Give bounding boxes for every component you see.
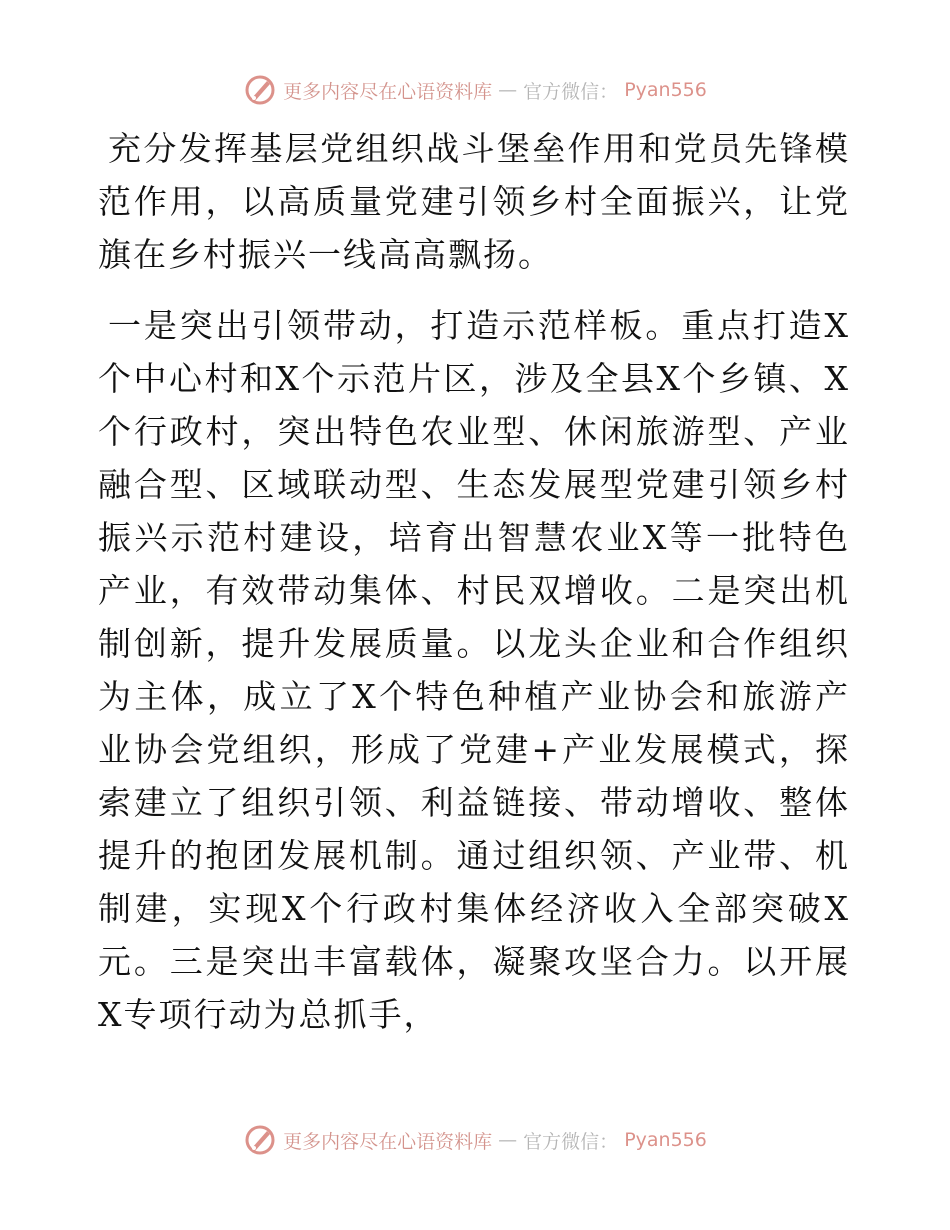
pen-in-circle-icon — [243, 73, 277, 107]
footer-watermark — [0, 1120, 950, 1160]
watermark-separator: — — [498, 1129, 518, 1151]
watermark-wechat-id: Pyan556 — [624, 79, 707, 101]
pen-in-circle-icon — [243, 1123, 277, 1157]
watermark-separator: — — [498, 79, 518, 101]
watermark-wechat-label: 官方微信： — [523, 1130, 619, 1153]
watermark-wechat-id: Pyan556 — [624, 1129, 707, 1151]
paragraph-intro: 充分发挥基层党组织战斗堡垒作用和党员先锋模范作用，以高质量党建引领乡村全面振兴，让党旗在乡村振兴一线高高飘扬。 — [98, 129, 850, 274]
watermark-wechat-label: 官方微信： — [523, 80, 619, 103]
paragraph-measures: 一是突出引领带动，打造示范样板。重点打造X个中心村和X个示范片区，涉及全县X个乡镇、X个行政村，突出特色农业型、休闲旅游型、产业融合型、区域联动型、生态发展型党建引领乡村振兴示范村建设，培育出智慧农业X等一批特色产业，有效带动集体、村民双增收。二是突出机制创新，提升发展质量。以龙头企业和合作组织为主体，成立了X个特色种植产业协会和旅游产业协会党组织，形成了党建+产业发展模式，探索建立了组织引领、利益链接、带动增收、整体提升的抱团发展机制。通过组织领、产业带、机制建，实现X个行政村集体经济收入全部突破X元。三是突出丰富载体，凝聚攻坚合力。以开展X专项行动为总抓手， — [98, 306, 850, 1034]
watermark-title: 更多内容尽在心语资料库 — [283, 80, 493, 103]
document-body — [98, 122, 850, 1041]
watermark-title: 更多内容尽在心语资料库 — [283, 1130, 493, 1153]
header-watermark — [0, 70, 950, 110]
